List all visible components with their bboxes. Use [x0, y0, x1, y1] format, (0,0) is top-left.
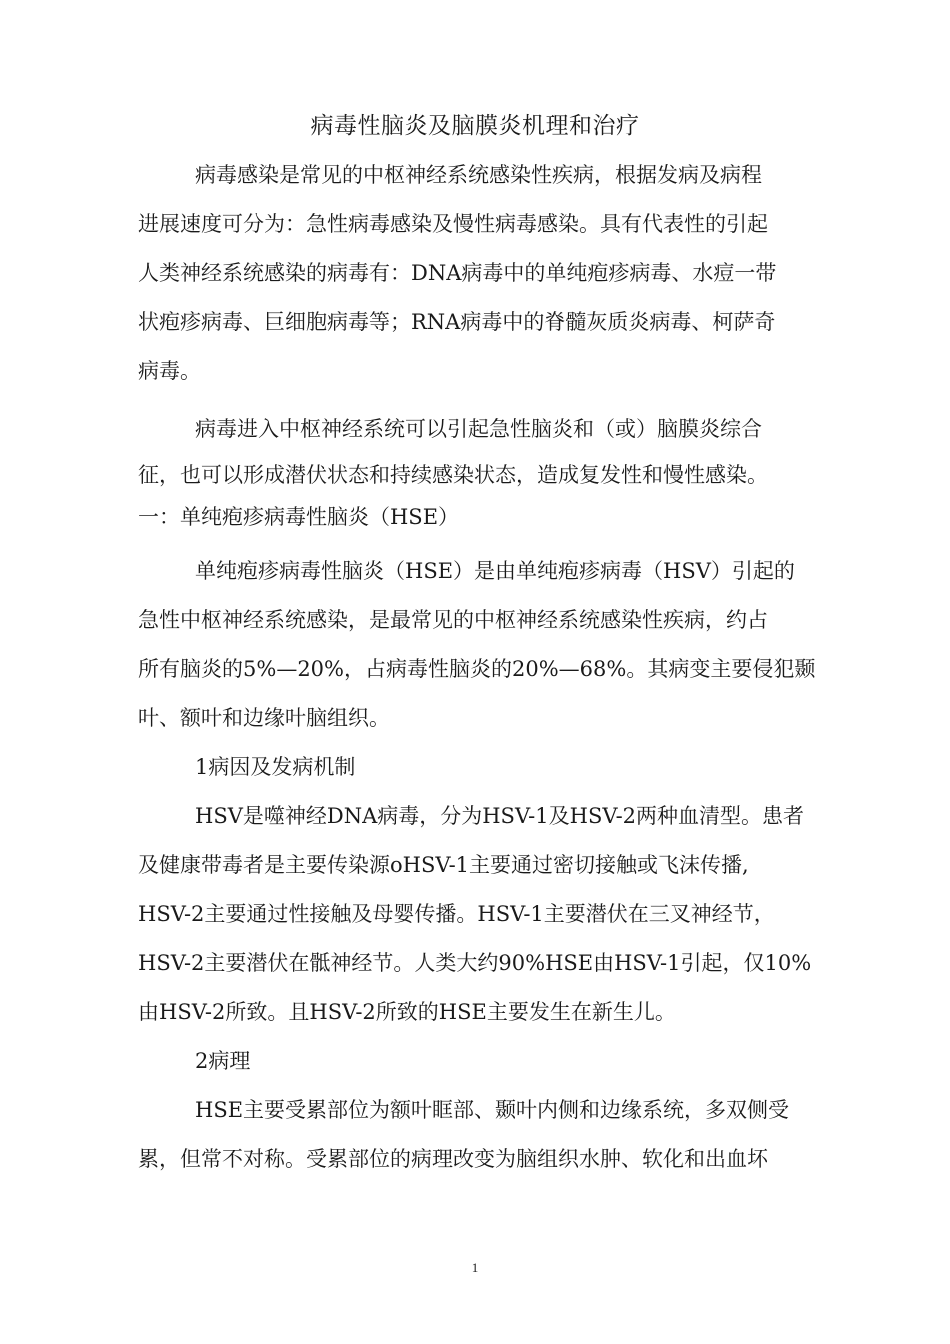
paragraph-line: 及健康带毒者是主要传染源oHSV-1主要通过密切接触或飞沫传播,	[138, 853, 749, 877]
paragraph-line: 病毒进入中枢神经系统可以引起急性脑炎和（或）脑膜炎综合	[195, 417, 762, 441]
paragraph-line: HSV-2主要通过性接触及母婴传播。HSV-1主要潜伏在三叉神经节，	[138, 902, 775, 926]
paragraph-line: 状疱疹病毒、巨细胞病毒等；RNA病毒中的脊髓灰质炎病毒、柯萨奇	[138, 310, 776, 334]
paragraph-line: 急性中枢神经系统感染，是最常见的中枢神经系统感染性疾病，约占	[138, 608, 768, 632]
paragraph-line: 由HSV-2所致。且HSV-2所致的HSE主要发生在新生儿。	[138, 1000, 676, 1024]
paragraph-line: HSE主要受累部位为额叶眶部、颞叶内侧和边缘系统，多双侧受	[195, 1098, 790, 1122]
paragraph-line: 人类神经系统感染的病毒有：DNA病毒中的单纯疱疹病毒、水痘一带	[138, 261, 777, 285]
paragraph-line: HSV是噬神经DNA病毒，分为HSV-1及HSV-2两种血清型。患者	[195, 804, 805, 828]
subheading: 2病理	[195, 1049, 251, 1073]
page-number: 1	[471, 1260, 479, 1275]
paragraph-line: 进展速度可分为：急性病毒感染及慢性病毒感染。具有代表性的引起	[138, 212, 768, 236]
paragraph-line: 所有脑炎的5%—20%，占病毒性脑炎的20%—68%。其病变主要侵犯颞	[138, 657, 816, 681]
paragraph-line: 叶、额叶和边缘叶脑组织。	[138, 706, 390, 730]
paragraph-line: 病毒。	[138, 359, 201, 383]
section-heading: 一：单纯疱疹病毒性脑炎（HSE）	[138, 505, 460, 529]
paragraph-line: 单纯疱疹病毒性脑炎（HSE）是由单纯疱疹病毒（HSV）引起的	[195, 559, 795, 583]
document-title: 病毒性脑炎及脑膜炎机理和治疗	[310, 113, 640, 139]
document-body	[138, 151, 822, 1184]
paragraph-line: 病毒感染是常见的中枢神经系统感染性疾病，根据发病及病程	[195, 163, 762, 187]
paragraph-line: 累，但常不对称。受累部位的病理改变为脑组织水肿、软化和出血坏	[138, 1147, 768, 1171]
paragraph-line: HSV-2主要潜伏在骶神经节。人类大约90%HSE由HSV-1引起，仅10%	[138, 951, 812, 975]
subheading: 1病因及发病机制	[195, 755, 356, 779]
paragraph-line: 征，也可以形成潜伏状态和持续感染状态，造成复发性和慢性感染。	[138, 463, 768, 487]
